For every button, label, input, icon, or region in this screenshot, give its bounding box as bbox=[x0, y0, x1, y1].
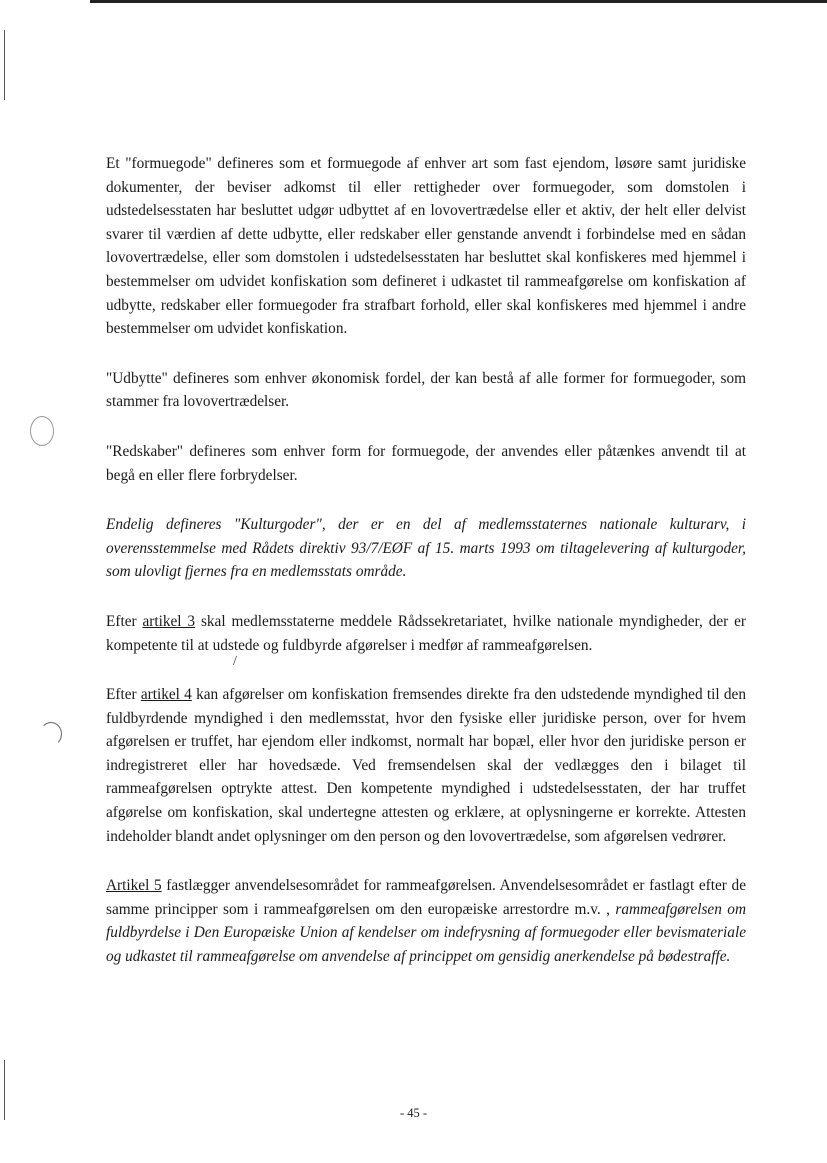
stray-mark: / bbox=[233, 654, 237, 669]
paragraph-kulturgoder: Endelig defineres "Kulturgoder", der er en del af medlemsstaternes nationale kulturarv, i overensstemmelse med Rådets direktiv 93/7/EØF af 15. marts 1993 om tiltagelevering af kulturgoder, som ulovligt fjernes fra en medlemsstats område. bbox=[106, 516, 746, 581]
paragraph-formuegode: Et "formuegode" defineres som et formuegode af enhver art som fast ejendom, løsøre samt juridiske dokumenter, der beviser adkomst til eller rettigheder over formuegoder, som domstolen i udstedelsesstaten har besluttet udgør udbyttet af en lovovertrædelse eller et aktiv, der helt eller delvist svarer til værdien af dette udbytte, eller redskaber eller genstande anvendt i forbindelse med en sådan lovovertrædelse, eller som domstolen i udstedelsesstaten har besluttet skal konfiskeres med hjemmel i bestemmelser om udvidet konfiskation som defineret i udkastet til rammeafgørelse om konfiskation af udbytte, redskaber eller formuegoder fra strafbart forhold, eller skal konfiskeres med hjemmel i andre bestemmelser om udvidet konfiskation. bbox=[106, 155, 746, 338]
top-scan-rule bbox=[90, 0, 827, 3]
paragraph-redskaber: "Redskaber" defineres som enhver form for formuegode, der anvendes eller påtænkes anvendt til at begå en eller flere forbrydelser. bbox=[106, 442, 746, 484]
paragraph-lead: Efter bbox=[106, 686, 141, 704]
scan-artifact bbox=[40, 722, 62, 746]
paragraph-artikel-5 bbox=[106, 874, 746, 968]
paragraph-italic-tail: rammeafgørelsen om fuldbyrdelse i Den Europæiske Union af kendelser om indefrysning af formuegoder eller bevismateriale og udkastet til rammeafgørelse om anvendelse af princippet om gensidig anerkendelse på bødestraffe. bbox=[106, 900, 746, 966]
paragraph-artikel-3 bbox=[106, 610, 746, 657]
paragraph-udbytte: "Udbytte" defineres som enhver økonomisk fordel, der kan bestå af alle former for formuegoder, som stammer fra lovovertrædelser. bbox=[106, 369, 746, 411]
page-number: - 45 - bbox=[399, 1106, 428, 1120]
document-body bbox=[106, 152, 746, 995]
paragraph-lead: Efter bbox=[106, 612, 143, 630]
paragraph-text: skal medlemsstaterne meddele Rådssekretariatet, hvilke nationale myndigheder, der er kompetente til at udstede og fuldbyrde afgørelser i medfør af rammeafgørelsen. bbox=[106, 612, 746, 654]
scan-artifact bbox=[30, 416, 54, 446]
article-reference: artikel 3 bbox=[142, 612, 196, 630]
paragraph-artikel-4 bbox=[106, 683, 746, 848]
paragraph-text: kan afgørelser om konfiskation fremsendes direkte fra den udstedende myndighed til den fuldbyrdende myndighed i den medlemsstat, hvor den fysiske eller juridiske person, over for hvem afgørelsen er truffet, har ejendom eller indkomst, normalt har bopæl, eller hvor den juridiske person er indregistreret eller har hovedsæde. Ved fremsendelsen skal der vedlægges den i bilaget til rammeafgørelsen optrykte attest. Den kompetente myndighed i udstedelsesstaten, der har truffet afgørelse om konfiskation, skal undertegne attesten og erklære, at oplysningerne er korrekte. Attesten indeholder blandt andet oplysninger om den person og den lovovertrædelse, som afgørelsen vedrører. bbox=[106, 686, 746, 845]
paragraph-text: fastlægger anvendelsesområdet for rammeafgørelsen. Anvendelsesområdet er fastlagt efter de samme principper som i rammeafgørelsen om den europæiske arrestordre m.v. , bbox=[106, 877, 746, 918]
article-reference: artikel 4 bbox=[140, 686, 192, 704]
left-margin-mark bbox=[4, 30, 5, 100]
article-reference: Artikel 5 bbox=[106, 877, 162, 895]
